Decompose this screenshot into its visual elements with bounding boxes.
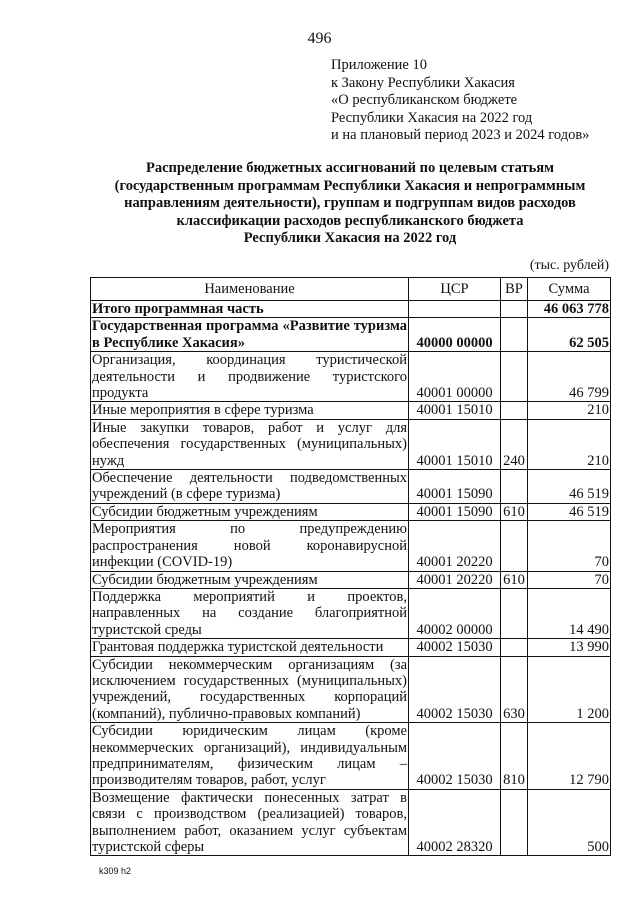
cell-name: Иные мероприятия в сфере туризма [91,402,409,419]
title-line: классификации расходов республиканского бюджета [176,212,524,229]
table-row [91,789,611,856]
header-csr: ЦСР [409,278,501,301]
table-row [91,588,611,638]
cell-vr: 810 [501,723,528,790]
cell-vr [501,789,528,856]
cell-csr: 40001 00000 [409,352,501,402]
cell-vr: 240 [501,419,528,469]
cell-vr [501,301,528,318]
cell-sum: 46 799 [528,352,611,402]
table-row [91,639,611,656]
cell-sum: 62 505 [528,318,611,352]
cell-vr: 630 [501,656,528,723]
appendix-line: Приложение 10 [331,57,427,73]
table-row [91,521,611,571]
cell-name: Возмещение фактически понесенных затрат в связи с производством (реализацией) товаров, выполнением работ, оказанием услуг субъектам туристской сферы [92,789,407,855]
cell-csr: 40000 00000 [409,318,501,352]
cell-csr: 40002 28320 [409,789,501,856]
header-name: Наименование [91,278,409,301]
cell-vr [501,470,528,504]
cell-sum: 46 519 [528,470,611,504]
table-row [91,318,611,352]
cell-sum: 46 063 778 [528,301,611,318]
table-header-row [91,278,611,301]
table-row [91,402,611,419]
table-row [91,301,611,318]
cell-vr [501,402,528,419]
cell-csr: 40002 15030 [409,639,501,656]
cell-csr: 40001 15090 [409,503,501,520]
cell-vr [501,352,528,402]
cell-vr [501,639,528,656]
appendix-line: и на плановый период 2023 и 2024 годов» [331,127,590,143]
footer-code: k309 h2 [99,866,132,876]
cell-sum: 70 [528,571,611,588]
cell-name: Иные закупки товаров, работ и услуг для обеспечения государственных (муниципальных) нужд [92,419,407,469]
cell-sum: 70 [528,521,611,571]
cell-csr: 40001 15010 [409,419,501,469]
table-row [91,723,611,790]
cell-sum: 210 [528,402,611,419]
cell-csr: 40001 20220 [409,571,501,588]
cell-vr: 610 [501,571,528,588]
header-vr: ВР [501,278,528,301]
table-row [91,470,611,504]
cell-csr: 40001 15090 [409,470,501,504]
cell-name: Организация, координация туристической деятельности и продвижение туристского продукта [92,352,407,402]
table-body [91,301,611,856]
cell-vr [501,318,528,352]
cell-csr: 40002 15030 [409,656,501,723]
cell-sum: 1 200 [528,656,611,723]
appendix-line: Республики Хакасия на 2022 год [331,109,533,126]
table-row [91,656,611,723]
cell-name: Обеспечение деятельности подведомственных учреждений (в сфере туризма) [92,470,407,503]
title-line: (государственным программам Республики Хакасия и непрограммным [114,177,586,194]
title-line: Республики Хакасия на 2022 год [243,230,457,247]
header-sum: Сумма [528,278,611,301]
page-number: 496 [307,30,332,47]
cell-csr: 40002 00000 [409,588,501,638]
cell-sum: 46 519 [528,503,611,520]
units-label: (тыс. рублей) [529,258,609,273]
cell-vr [501,588,528,638]
cell-name: Грантовая поддержка туристской деятельности [91,639,409,656]
title-line: направлениям деятельности), группам и подгруппам видов расходов [124,195,576,212]
cell-sum: 12 790 [528,723,611,790]
document-title [60,160,639,248]
cell-csr: 40002 15030 [409,723,501,790]
cell-name: Субсидии бюджетным учреждениям [91,571,409,588]
appendix-line: к Закону Республики Хакасия [331,74,515,91]
cell-sum: 13 990 [528,639,611,656]
table-row [91,571,611,588]
budget-table [90,277,611,856]
cell-csr [409,301,501,318]
cell-vr: 610 [501,503,528,520]
cell-name: Субсидии некоммерческим организациям (за исключением государственных (муниципальных) учреждений, государственных корпораций (компаний), публично-правовых компаний) [92,656,407,722]
table-row [91,503,611,520]
table-row [91,352,611,402]
cell-vr [501,521,528,571]
cell-csr: 40001 15010 [409,402,501,419]
cell-name: Итого программная часть [91,301,409,318]
appendix-line: «О республиканском бюджете [331,92,518,108]
cell-name: Мероприятия по предупреждению распространения новой коронавирусной инфекции (COVID-19) [92,521,407,571]
title-line: Распределение бюджетных ассигнований по целевым статьям [145,160,555,176]
cell-name: Субсидии бюджетным учреждениям [91,503,409,520]
cell-sum: 500 [528,789,611,856]
cell-sum: 210 [528,419,611,469]
table-row [91,419,611,469]
appendix-note [331,57,589,145]
cell-name: Субсидии юридическим лицам (кроме некоммерческих организаций), индивидуальным предпринимателям, физическим лицам – производителям товаров, работ, услуг [92,723,407,789]
cell-sum: 14 490 [528,588,611,638]
cell-name: Государственная программа «Развитие туризма в Республике Хакасия» [92,318,407,351]
cell-name: Поддержка мероприятий и проектов, направленных на создание благоприятной туристской среды [92,588,407,638]
cell-csr: 40001 20220 [409,521,501,571]
